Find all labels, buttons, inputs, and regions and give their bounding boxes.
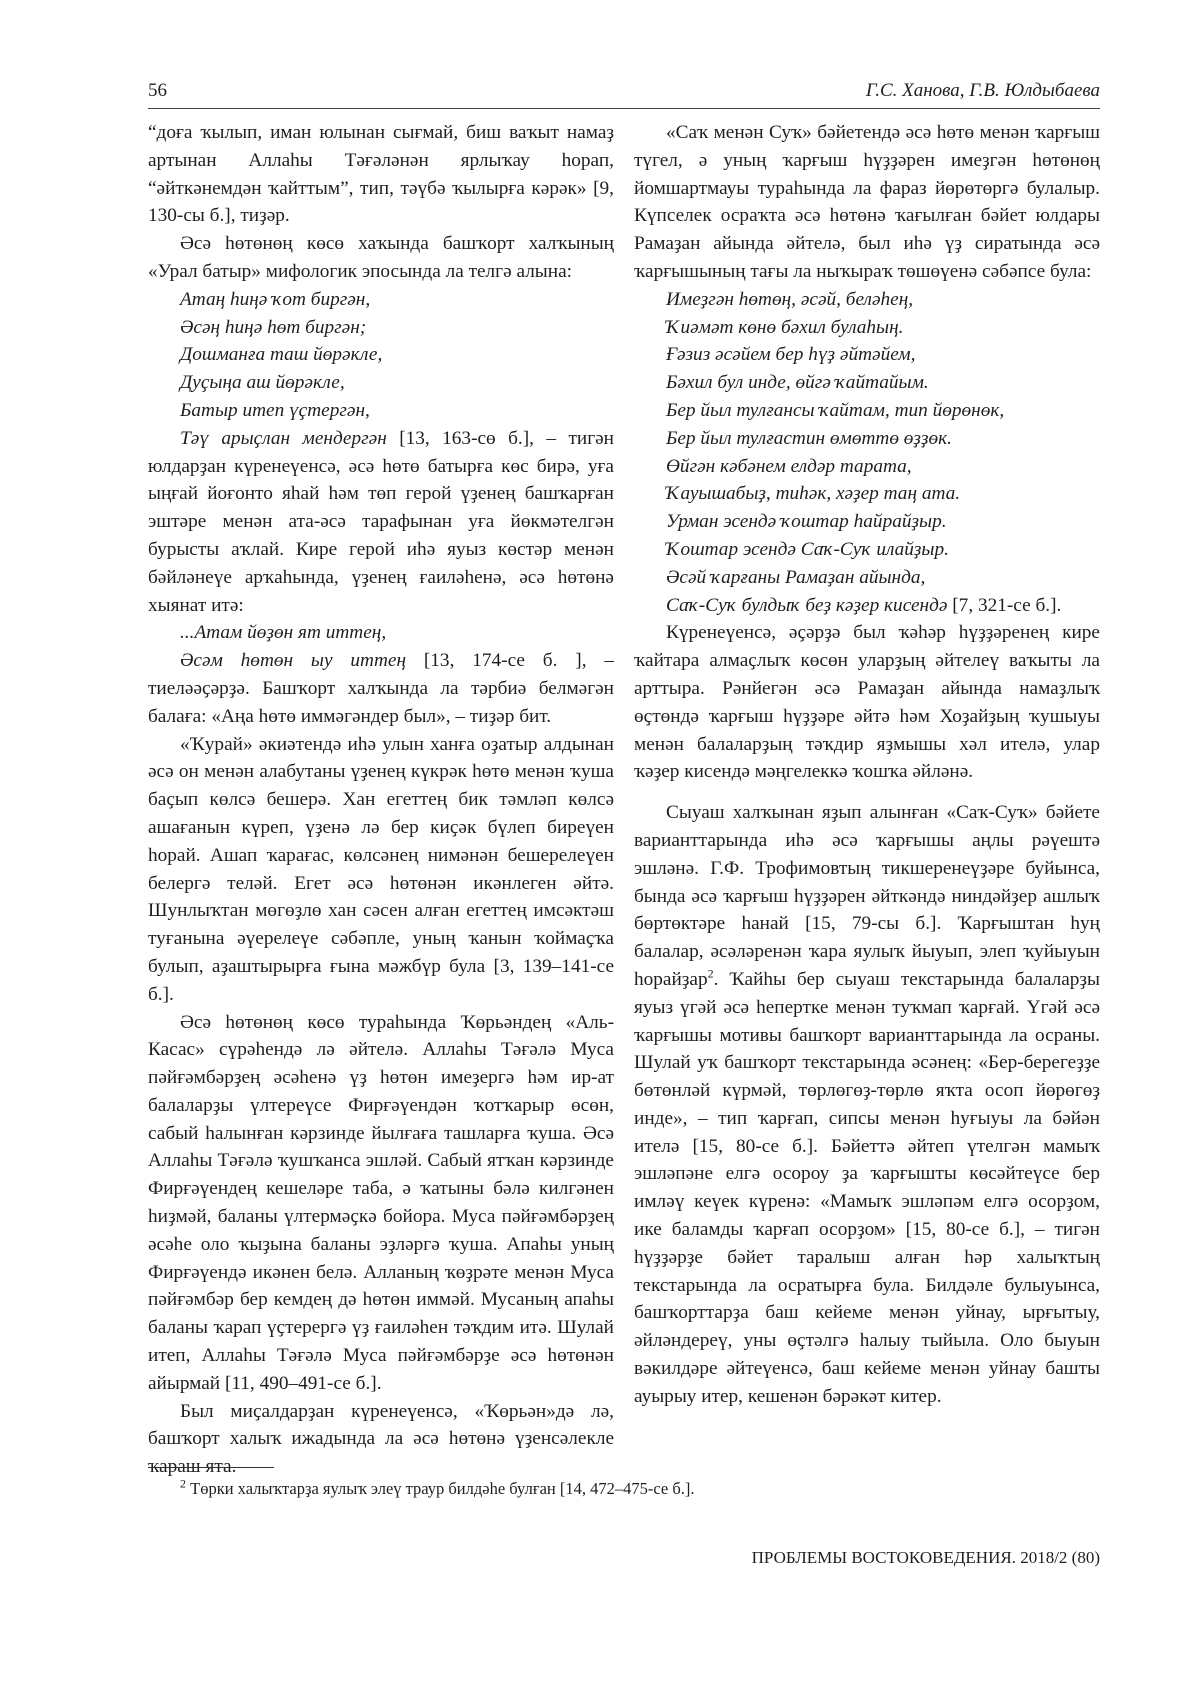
paragraph: Әсә һөтөнөң көсө тураһында Ҡөрьәндең «Аль-Касас» сүрәһендә лә әйтелә. Аллаһы Тәғәлә Муса пәйғәмбәрҙең әсәһенә үҙ һөтөн имеҙергә һәм ир-ат балаларҙы үлтереүсе Фирғәүендән ҡотҡарыр өсөн, сабый һалынған кәрзинде йылғаға ташларға ҡуша. Әсә Аллаһы Тәғәлә ҡушҡанса эшләй. Сабый ятҡан кәрзинде Фирғәүендең кешеләре таба, ә ҡатыны бәлә килгәнен һиҙмәй, баланы үлтермәҫкә бойора. Муса пәйғәмбәрҙең әсәһе оло ҡыҙына баланы эҙләргә ҡуша. Апаһы уның Фирғәүендә икәнен белә. Алланың ҡөҙрәте менән Муса пәйғәмбәр бер кемдең дә һөтөн иммәй. Мусаның апаһы баланы ҡарап үҫтерергә үҙ ғаиләһен тәҡдим итә. Шулай итеп, Аллаһы Тәғәлә Муса пәйғәмбәрҙе әсә һөтөнән айырмай [11, 490–491-се б.]. (148, 1011, 614, 1394)
footnote-marker: 2 (707, 966, 714, 981)
paragraph: Әсә һөтөнөң көсө хаҡында башҡорт халҡының «Урал батыр» мифологик эпосында ла телгә алына: (148, 233, 614, 282)
verse-line: Дуҫыңа аш йөрәкле, (180, 372, 345, 394)
paragraph: Сыуаш халҡынан яҙып алынған «Саҡ-Суҡ» бәйете варианттарында иһә әсә ҡарғышы аңлы рәүештә эшләнә. Г.Ф. Трофимовтың тикшеренеүҙәре буйынса, бында әсә ҡарғыш һүҙҙәрен әйткәндә ниндәйҙер ашлыҡ бөртөктәре һанай [15, 79-сы б.]. Ҡарғыштан һуң балалар, әсәләренән ҡара яулыҡ йыуып, элеп ҡуйыуын һорайҙар$^2$. Ҡайһы бер сыуаш текстарында балаларҙы яуыз үгәй әсә һепертке менән туҡмап ҡарғай. Үгәй әсә ҡарғышы мотивы башҡорт варианттарында ла осраны. Шулай уҡ башҡорт текстарында әсәнең: «Бер-берегеҙҙе бөтөнләй күрмәй, төрлөгөҙ-төрлө яҡта осоп йөрөгөҙ инде», – тип ҡарғап, сипсы менән һуғыуы ла бәйән ителә [15, 80-се б.]. Бәйеттә әйтеп үтелгән мамыҡ эшләпәне елгә осороу ҙа ҡарғышты көсәйтеүсе бер имләү кеүек күренә: «Мамыҡ эшләпәм елгә осорҙом, ике баламды ҡарғап осорҙом» [15, 80-се б.], – тигән һүҙҙәрҙе бәйет таралыш алған һәр халыҡтың текстарында ла осратырға була. Билдәле булыуынса, башҡорттарҙа баш кейеме менән уйнау, ырғытыу, әйләндереү, уны өҫтәлгә һалыу тыйыла. Оло быуын вәкилдәре әйтеүенсә, баш кейеме менән уйнау башты ауырыу итер, кешенән бәрәкәт китер. (634, 802, 1100, 1407)
verse-line: ...Атам йөҙөн ят иттең, (180, 622, 387, 644)
footnote-rule (148, 1467, 274, 1468)
verse-line: Әсәң һиңә һөт биргән; (180, 316, 367, 338)
verse-line: Дошманға таш йөрәкле, (180, 344, 383, 366)
citation: [7, 321-се б.]. (952, 594, 1062, 616)
verse-line: Ҡиәмәт көнө бәхил булаһың. (666, 316, 904, 338)
footnote-number: 2 (180, 1476, 186, 1491)
verse-line: Атаң һиңә ҡот биргән, (180, 288, 371, 310)
verse-block (148, 286, 614, 425)
verse-block (634, 286, 1100, 620)
paragraph: Был миҫалдарҙан күренеүенсә, «Ҡөрьән»дә лә, башҡорт халыҡ ижадында ла әсә һөтөнә үҙенсәлекле ҡараш ята. (148, 1400, 614, 1478)
paragraph: “доға ҡылып, иман юлынан сығмай, биш ваҡыт намаҙ артынан Аллаһы Тәғәләнән ярлыҡау һорап, “әйткәнемдән ҡайттым”, тип, тәүбә ҡылырға кәрәк» [9, 130-сы б.], тиҙәр. (148, 122, 614, 227)
verse-line: Әсәм һөтөн ыу иттең (180, 650, 407, 672)
paragraph: «Саҡ менән Суҡ» бәйетендә әсә һөтө менән ҡарғыш түгел, ә уның ҡарғыш һүҙҙәрен имеҙгән һөтөнөң йомшартмауы тураһында ла фараз йөрөтөргә булалыр. Күпселек осраҡта әсә һөтөнә ҡағылған бәйет юлдары Рамаҙан айында әйтелә, был иһә үҙ сиратында әсә ҡарғышының тағы ла ныҡыраҡ төшөүенә сәбәпсе була: (634, 122, 1100, 282)
verse-line: Тәү арыҫлан мендергән (180, 427, 387, 449)
footnote: $^2$ Төрки халыҡтарҙа яулыҡ элеү траур билдәһе булған [14, 472–475-се б.]. (180, 1476, 695, 1498)
paragraph: «Ҡурай» әкиәтендә иһә улын ханға оҙатыр алдынан әсә он менән алабутаны үҙенең күкрәк һөтө менән ҡуша баҫып көлсә бешерә. Хан егеттең бик тәмләп көлсә ашағанын күреп, үҙенә лә бер киҫәк бүлеп биреүен һорай. Ашап ҡарағас, көлсәнең нимәнән бешерелеүен белергә теләй. Егет әсә һөтөнән икәнлеген әйтә. Шунлыҡтан мөгөҙлө хан сәсен алған егеттең имсәктәш туғанына әүерелеүе сәбәпле, уның ҡанын ҡоймаҫҡа булып, аҙаштырырға ғына мәжбүр була [3, 139–141-се б.]. (148, 733, 614, 1005)
verse-line: Саҡ-Суҡ булдыҡ беҙ кәҙер кисендә [7, 321-се б.]. (666, 594, 1062, 616)
page-number: 56 (148, 80, 167, 101)
verse-line: Бер йыл тулғансы ҡайтам, тип йөрөнөк, (666, 399, 1005, 421)
verse-line: Әсәй ҡарғаны Рамаҙан айында, (666, 566, 926, 588)
journal-footer: ПРОБЛЕМЫ ВОСТОКОВЕДЕНИЯ. 2018/2 (80) (751, 1548, 1100, 1567)
verse-line: Урман эсендә ҡоштар һайрайҙыр. (666, 511, 947, 533)
verse-line: Өйгән кәбәнем елдәр тарата, (666, 455, 912, 477)
verse-line: Бәхил бул инде, өйгә ҡайтайым. (666, 372, 929, 394)
left-column (148, 119, 614, 1481)
paragraph: Әсәм һөтөн ыу иттең [13, 174-се б. ], – тиеләәҫәрҙә. Башҡорт халҡында ла тәрбиә белмәгән балаға: «Аңа һөтө иммәгәндер был», – тиҙәр бит. (148, 650, 615, 727)
right-column (634, 119, 1100, 1411)
verse-line: Имеҙгән һөтөң, әсәй, беләһең, (666, 288, 914, 310)
verse-line: Ҡоштар эсендә Саҡ-Суҡ илайҙыр. (666, 538, 949, 560)
verse-line: Ғәзиз әсәйем бер һүҙ әйтәйем, (666, 344, 916, 366)
header-rule (148, 108, 1100, 109)
running-head-authors: Г.С. Ханова, Г.В. Юлдыбаева (865, 80, 1100, 101)
verse-block (148, 619, 614, 647)
verse-line: Батыр итеп үҫтергән, (180, 399, 370, 421)
verse-line: Бер йыл тулғастин өмөттө өҙҙөк. (666, 427, 952, 449)
running-header (148, 80, 1100, 106)
verse-line: Ҡауышабыҙ, тиһәк, хәҙер таң ата. (666, 483, 961, 505)
paragraph: Тәү арыҫлан мендергән [13, 163-сө б.], – тигән юлдарҙан күренеүенсә, әсә һөтө батырға көс бирә, уға ыңғай йоғонто яһай һәм төп герой үҙенең башҡарған эштәре менән ата-әсә тарафынан уға йөкмәтелгән бурысты аҡлай. Кире герой иһә яуыз көстәр менән бәйләнеүе арҡаһында, үҙенең ғаиләһенә, әсә һөтөнә хыянат итә: (148, 427, 614, 616)
paragraph: Күренеүенсә, әҫәрҙә был ҡәһәр һүҙҙәренең кире ҡайтара алмаҫлыҡ көсөн уларҙың әйтелеү ваҡыты ла арттыра. Рәнйегән әсә Рамаҙан айында намаҙлыҡ өҫтөндә ҡарғыш һүҙҙәре әйтә һәм Хоҙайҙың ҡушыуы менән балаларҙың тәҡдир яҙмышы хәл ителә, улар ҡәҙер кисендә мәңгелеккә ҡошҡа әйләнә. (634, 622, 1100, 783)
